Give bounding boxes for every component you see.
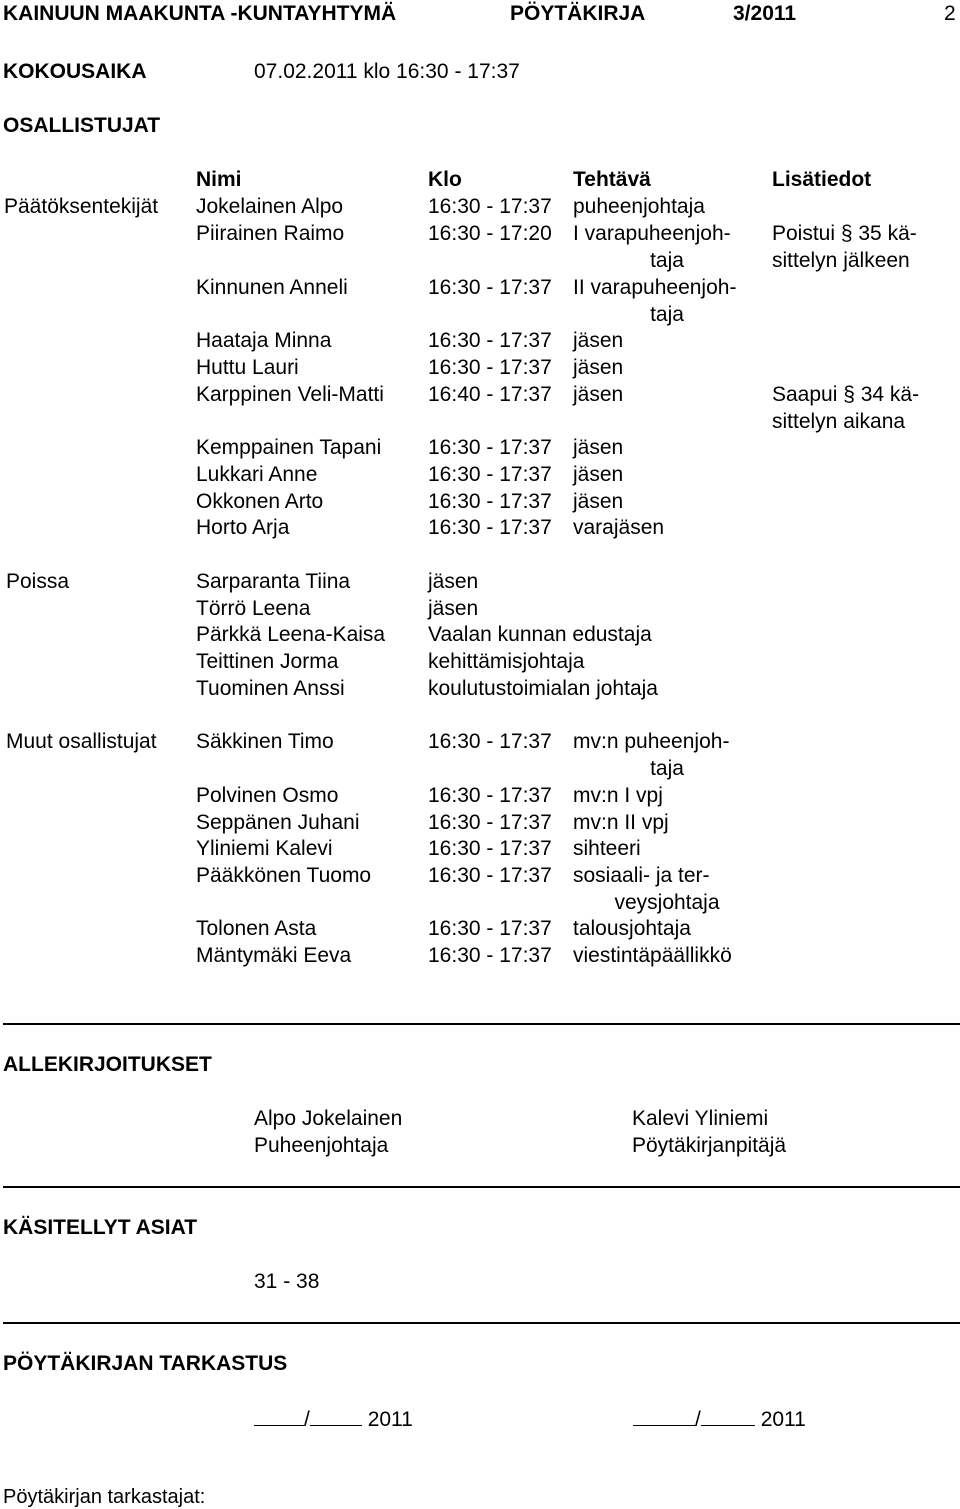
items-heading: KÄSITELLYT ASIAT xyxy=(3,1216,198,1239)
decision-maker-row xyxy=(0,489,960,516)
other-name: Polvinen Osmo xyxy=(196,784,339,807)
attendee-time: 16:30 - 17:37 xyxy=(428,195,552,218)
attendee-role: jäsen xyxy=(573,436,624,459)
attendees-column-headers xyxy=(0,167,960,194)
other-time: 16:30 - 17:37 xyxy=(428,917,552,940)
absent-row xyxy=(0,622,960,649)
other-role: talousjohtaja xyxy=(573,917,691,940)
date-day-blank xyxy=(254,1405,304,1426)
attendee-name: Karppinen Veli-Matti xyxy=(196,383,384,406)
other-time: 16:30 - 17:37 xyxy=(428,864,552,887)
attendee-note-cont: sittelyn aikana xyxy=(772,410,906,433)
decision-maker-row xyxy=(0,275,960,302)
other-role: mv:n puheenjoh- xyxy=(573,730,730,753)
absent-name: Teittinen Jorma xyxy=(196,650,339,673)
section-divider xyxy=(3,1023,960,1025)
decision-maker-row-cont xyxy=(0,248,960,275)
attendee-time: 16:30 - 17:37 xyxy=(428,516,552,539)
attendee-time: 16:30 - 17:20 xyxy=(428,222,552,245)
attendee-role: varajäsen xyxy=(573,516,665,539)
other-participant-row xyxy=(0,783,960,810)
signatures-heading: ALLEKIRJOITUKSET xyxy=(3,1053,212,1076)
absent-row xyxy=(0,649,960,676)
attendee-note-cont: sittelyn jälkeen xyxy=(772,249,910,272)
other-participant-row xyxy=(0,943,960,970)
attendee-role: jäsen xyxy=(573,329,624,352)
absent-name: Törrö Leena xyxy=(196,597,311,620)
attendee-name: Kinnunen Anneli xyxy=(196,276,348,299)
attendee-role: jäsen xyxy=(573,490,624,513)
review-heading: PÖYTÄKIRJAN TARKASTUS xyxy=(3,1352,288,1375)
date-year: 2011 xyxy=(367,1408,413,1431)
attendee-role: puheenjohtaja xyxy=(573,195,705,218)
date-month-blank xyxy=(310,1405,362,1426)
attendee-role-cont: taja xyxy=(650,303,684,326)
attendee-role: II varapuheenjoh- xyxy=(573,276,737,299)
decision-maker-row-cont xyxy=(0,409,960,436)
absent-role: jäsen xyxy=(428,597,479,620)
absent-row xyxy=(0,596,960,623)
attendee-time: 16:40 - 17:37 xyxy=(428,383,552,406)
absent-row xyxy=(0,676,960,703)
absent-role: kehittämisjohtaja xyxy=(428,650,585,673)
absent-name: Pärkkä Leena-Kaisa xyxy=(196,623,386,646)
meeting-label: KOKOUSAIKA xyxy=(3,60,147,83)
other-participant-row xyxy=(0,729,960,756)
absent-name: Sarparanta Tiina xyxy=(196,570,351,593)
date-slash: / xyxy=(695,1408,701,1431)
attendee-name: Huttu Lauri xyxy=(196,356,299,379)
attendee-time: 16:30 - 17:37 xyxy=(428,436,552,459)
decision-maker-row xyxy=(0,462,960,489)
other-participant-row-cont xyxy=(0,890,960,917)
items-value: 31 - 38 xyxy=(254,1270,320,1293)
absent-label: Poissa xyxy=(6,570,70,593)
other-participant-row xyxy=(0,916,960,943)
review-date-left xyxy=(254,1405,413,1434)
other-participant-row-cont xyxy=(0,756,960,783)
decision-makers-label: Päätöksentekijät xyxy=(4,195,159,218)
other-time: 16:30 - 17:37 xyxy=(428,837,552,860)
attendee-role: jäsen xyxy=(573,356,624,379)
other-name: Säkkinen Timo xyxy=(196,730,334,753)
other-role-cont: veysjohtaja xyxy=(614,891,720,914)
decision-maker-row xyxy=(0,515,960,542)
others-label: Muut osallistujat xyxy=(6,730,157,753)
signer-right-name: Kalevi Yliniemi xyxy=(632,1107,769,1130)
other-name: Tolonen Asta xyxy=(196,917,317,940)
reviewers-label: Pöytäkirjan tarkastajat: xyxy=(3,1486,206,1508)
other-time: 16:30 - 17:37 xyxy=(428,784,552,807)
other-role: viestintäpäällikkö xyxy=(573,944,732,967)
header-doc-type: PÖYTÄKIRJA xyxy=(510,2,646,25)
absent-role: Vaalan kunnan edustaja xyxy=(428,623,652,646)
col-header-name: Nimi xyxy=(196,168,242,191)
review-date-right xyxy=(633,1405,806,1434)
other-role: mv:n II vpj xyxy=(573,811,669,834)
attendee-time: 16:30 - 17:37 xyxy=(428,490,552,513)
col-header-notes: Lisätiedot xyxy=(772,168,872,191)
attendee-name: Okkonen Arto xyxy=(196,490,324,513)
decision-maker-row xyxy=(0,355,960,382)
other-name: Mäntymäki Eeva xyxy=(196,944,352,967)
section-divider xyxy=(3,1186,960,1188)
other-name: Pääkkönen Tuomo xyxy=(196,864,372,887)
other-participant-row xyxy=(0,863,960,890)
other-time: 16:30 - 17:37 xyxy=(428,811,552,834)
other-participant-row xyxy=(0,836,960,863)
attendee-role: I varapuheenjoh- xyxy=(573,222,731,245)
attendee-note: Saapui § 34 kä- xyxy=(772,383,920,406)
signer-left-title: Puheenjohtaja xyxy=(254,1134,389,1157)
attendee-time: 16:30 - 17:37 xyxy=(428,463,552,486)
decision-maker-row xyxy=(0,194,960,221)
absent-name: Tuominen Anssi xyxy=(196,677,345,700)
attendee-name: Kemppainen Tapani xyxy=(196,436,382,459)
other-role: sosiaali- ja ter- xyxy=(573,864,710,887)
attendee-name: Haataja Minna xyxy=(196,329,332,352)
attendee-note: Poistui § 35 kä- xyxy=(772,222,917,245)
date-month-blank xyxy=(701,1405,755,1426)
decision-maker-row-cont xyxy=(0,302,960,329)
attendees-heading: OSALLISTUJAT xyxy=(3,114,161,137)
col-header-role: Tehtävä xyxy=(573,168,651,191)
attendee-name: Lukkari Anne xyxy=(196,463,318,486)
page-number: 2 xyxy=(944,2,956,25)
other-participant-row xyxy=(0,810,960,837)
other-role-cont: taja xyxy=(650,757,684,780)
signer-right-title: Pöytäkirjanpitäjä xyxy=(632,1134,787,1157)
absent-row xyxy=(0,569,960,596)
attendee-name: Jokelainen Alpo xyxy=(196,195,344,218)
other-name: Seppänen Juhani xyxy=(196,811,360,834)
other-time: 16:30 - 17:37 xyxy=(428,944,552,967)
date-year: 2011 xyxy=(760,1408,806,1431)
attendee-time: 16:30 - 17:37 xyxy=(428,356,552,379)
decision-maker-row xyxy=(0,328,960,355)
col-header-time: Klo xyxy=(428,168,462,191)
other-time: 16:30 - 17:37 xyxy=(428,730,552,753)
header-doc-number: 3/2011 xyxy=(733,2,797,25)
decision-maker-row xyxy=(0,221,960,248)
other-name: Yliniemi Kalevi xyxy=(196,837,333,860)
meeting-value: 07.02.2011 klo 16:30 - 17:37 xyxy=(254,60,520,83)
attendee-name: Horto Arja xyxy=(196,516,290,539)
absent-role: koulutustoimialan johtaja xyxy=(428,677,658,700)
date-slash: / xyxy=(304,1408,310,1431)
attendee-time: 16:30 - 17:37 xyxy=(428,276,552,299)
attendee-role: jäsen xyxy=(573,463,624,486)
absent-role: jäsen xyxy=(428,570,479,593)
other-role: mv:n I vpj xyxy=(573,784,663,807)
section-divider xyxy=(3,1322,960,1324)
attendee-name: Piirainen Raimo xyxy=(196,222,345,245)
attendee-time: 16:30 - 17:37 xyxy=(428,329,552,352)
decision-maker-row xyxy=(0,382,960,409)
attendee-role-cont: taja xyxy=(650,249,684,272)
attendee-role: jäsen xyxy=(573,383,624,406)
decision-maker-row xyxy=(0,435,960,462)
date-day-blank xyxy=(633,1405,695,1426)
signer-left-name: Alpo Jokelainen xyxy=(254,1107,403,1130)
header-org: KAINUUN MAAKUNTA -KUNTAYHTYMÄ xyxy=(3,2,397,25)
other-role: sihteeri xyxy=(573,837,641,860)
